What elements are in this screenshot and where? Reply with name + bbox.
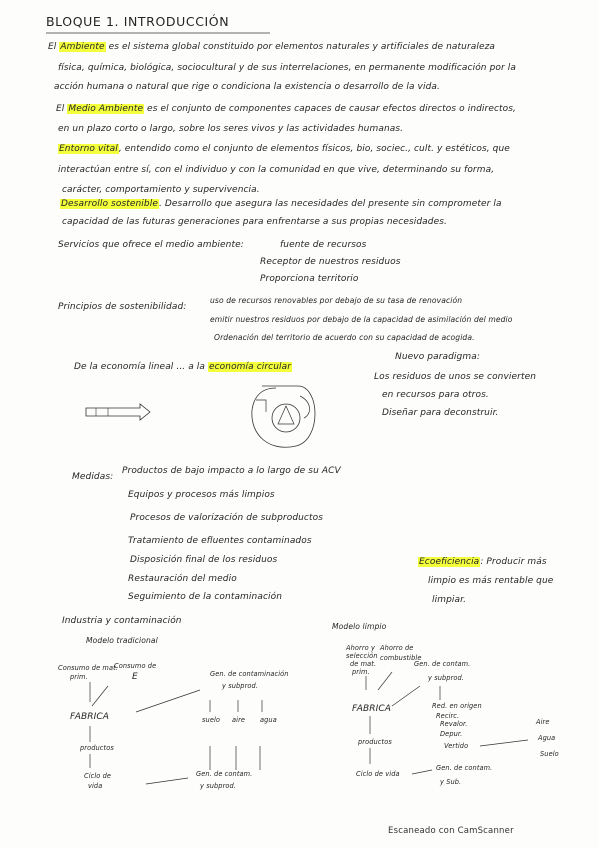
- limpio-gen-cont: Gen. de contam.: [414, 660, 471, 668]
- desarrollo-sostenible-line-2: capacidad de las futuras generaciones para enfrentarse a sus propias necesidades.: [62, 217, 447, 227]
- paradigma-line: Los residuos de unos se convierten: [374, 372, 537, 382]
- tradicional-consumo-mat: Consumo de mat.: [58, 664, 118, 672]
- entorno-vital-line-3: carácter, comportamiento y supervivencia.: [62, 185, 260, 195]
- ecoeficiencia-term: Ecoeficiencia: [419, 557, 480, 567]
- ecoeficiencia-line-2: limpio es más rentable que: [428, 576, 554, 586]
- tradicional-gen-cont: Gen. de contaminación: [210, 670, 289, 678]
- limpio-red: Vertido: [444, 742, 469, 750]
- scanner-watermark: Escaneado con CamScanner: [388, 826, 514, 836]
- medidas-item: Disposición final de los residuos: [130, 555, 278, 565]
- limpio-red: Recirc.: [436, 712, 460, 720]
- tradicional-gen-cont-2: y subprod.: [200, 782, 237, 790]
- paradigma-line: en recursos para otros.: [382, 390, 489, 400]
- limpio-red: Revalor.: [440, 720, 468, 728]
- entorno-vital-line-1: Entorno vital, entendido como el conjunto de elementos físicos, bio, sociec., cult. y estéticos, que: [59, 144, 510, 154]
- entorno-vital-line-2: interactúan entre sí, con el individuo y con la comunidad en que vive, determinando su forma,: [58, 165, 495, 175]
- servicios-item: Proporciona territorio: [260, 274, 359, 284]
- limpio-ahorro-comb: combustible: [380, 654, 422, 662]
- ecoeficiencia-line-3: limpiar.: [432, 595, 467, 605]
- principios-item: uso de recursos renovables por debajo de su tasa de renovación: [210, 296, 463, 305]
- limpio-ahorro-mat: selección: [346, 652, 378, 660]
- ecoeficiencia-line-1: [418, 557, 547, 568]
- tradicional-consumo-e: E: [132, 672, 138, 682]
- limpio-ahorro-mat: de mat.: [350, 660, 377, 668]
- servicios-item: fuente de recursos: [280, 240, 367, 250]
- page-title: BLOQUE 1. INTRODUCCIÓN: [46, 14, 230, 29]
- limpio-productos: productos: [358, 738, 392, 746]
- highlighted-term: Desarrollo sostenible: [61, 199, 158, 209]
- medidas-item: Equipos y procesos más limpios: [128, 490, 275, 500]
- limpio-ahorro-comb: Ahorro de: [380, 644, 414, 652]
- medidas-item: Procesos de valorización de subproductos: [130, 513, 324, 523]
- tradicional-consumo-e: Consumo de: [114, 662, 157, 670]
- principios-label: Principios de sostenibilidad:: [58, 302, 187, 312]
- tradicional-ciclo: vida: [88, 782, 103, 790]
- limpio-ahorro-mat: Ahorro y: [346, 644, 375, 652]
- limpio-gen-cont-2: Gen. de contam.: [436, 764, 493, 772]
- medidas-item: Restauración del medio: [128, 574, 237, 584]
- paradigma-title: Nuevo paradigma:: [395, 352, 480, 362]
- tradicional-fabrica: FABRICA: [70, 712, 110, 722]
- tradicional-medio: aire: [232, 716, 246, 724]
- medio-ambiente-line-1: El Medio Ambiente es el conjunto de componentes capaces de causar efectos directos o indirectos,: [56, 104, 517, 114]
- tradicional-consumo-mat: prim.: [70, 673, 88, 681]
- limpio-medio: Suelo: [540, 750, 559, 758]
- highlighted-term: Medio Ambiente: [68, 104, 144, 114]
- medidas-item: Productos de bajo impacto a lo largo de su ACV: [122, 466, 341, 476]
- servicios-item: Receptor de nuestros residuos: [260, 257, 401, 267]
- limpio-ahorro-mat: prim.: [352, 668, 370, 676]
- tradicional-ciclo: Ciclo de: [84, 772, 112, 780]
- medidas-item: Tratamiento de efluentes contaminados: [128, 536, 312, 546]
- limpio-gen-cont: y subprod.: [428, 674, 465, 682]
- tradicional-gen-cont-2: Gen. de contam.: [196, 770, 253, 778]
- desarrollo-sostenible-line-1: Desarrollo sostenible. Desarrollo que asegura las necesidades del presente sin comprometer la: [61, 199, 502, 209]
- medio-ambiente-line-2: en un plazo corto o largo, sobre los seres vivos y las actividades humanas.: [58, 124, 404, 134]
- ecoeficiencia-text: : Producir más: [480, 557, 547, 567]
- principios-item: emitir nuestros residuos por debajo de la capacidad de asimilación del medio: [210, 315, 513, 324]
- economia-label: De la economía lineal ... a la economía circular: [74, 362, 292, 372]
- tradicional-gen-cont: y subprod.: [222, 682, 259, 690]
- ambiente-line-1: El Ambiente es el sistema global constituido por elementos naturales y artificiales de naturaleza: [48, 42, 496, 52]
- limpio-red: Red. en origen: [432, 702, 482, 710]
- circular-economy-icon: [252, 386, 315, 447]
- tradicional-medio: suelo: [202, 716, 221, 724]
- linear-economy-arrow-icon: [86, 404, 150, 420]
- medidas-label: Medidas:: [72, 472, 114, 482]
- modelo-limpio-title: Modelo limpio: [332, 622, 387, 631]
- limpio-ciclo: Ciclo de vida: [356, 770, 400, 778]
- servicios-label: Servicios que ofrece el medio ambiente:: [58, 240, 244, 250]
- limpio-red: Depur.: [440, 730, 463, 738]
- highlighted-term: economía circular: [208, 362, 292, 372]
- highlighted-term: Ambiente: [60, 42, 105, 52]
- limpio-fabrica: FABRICA: [352, 704, 392, 714]
- modelo-tradicional-title: Modelo tradicional: [86, 636, 158, 645]
- traditional-model-arrows: [90, 682, 262, 784]
- limpio-gen-cont-2: y Sub.: [440, 778, 462, 786]
- limpio-medio: Agua: [538, 734, 556, 742]
- highlighted-term: Entorno vital: [59, 144, 118, 154]
- ambiente-line-3: acción humana o natural que rige o condiciona la existencia o desarrollo de la vida.: [54, 82, 440, 92]
- ambiente-line-2: física, química, biológica, sociocultural y de sus interrelaciones, en permanente modificación por la: [58, 63, 516, 73]
- tradicional-productos: productos: [80, 744, 114, 752]
- industria-title: Industria y contaminación: [62, 616, 182, 626]
- medidas-item: Seguimiento de la contaminación: [128, 592, 283, 602]
- paradigma-line: Diseñar para deconstruir.: [382, 408, 499, 418]
- limpio-medio: Aire: [536, 718, 550, 726]
- tradicional-medio: agua: [260, 716, 277, 724]
- principios-item: Ordenación del territorio de acuerdo con su capacidad de acogida.: [214, 333, 475, 342]
